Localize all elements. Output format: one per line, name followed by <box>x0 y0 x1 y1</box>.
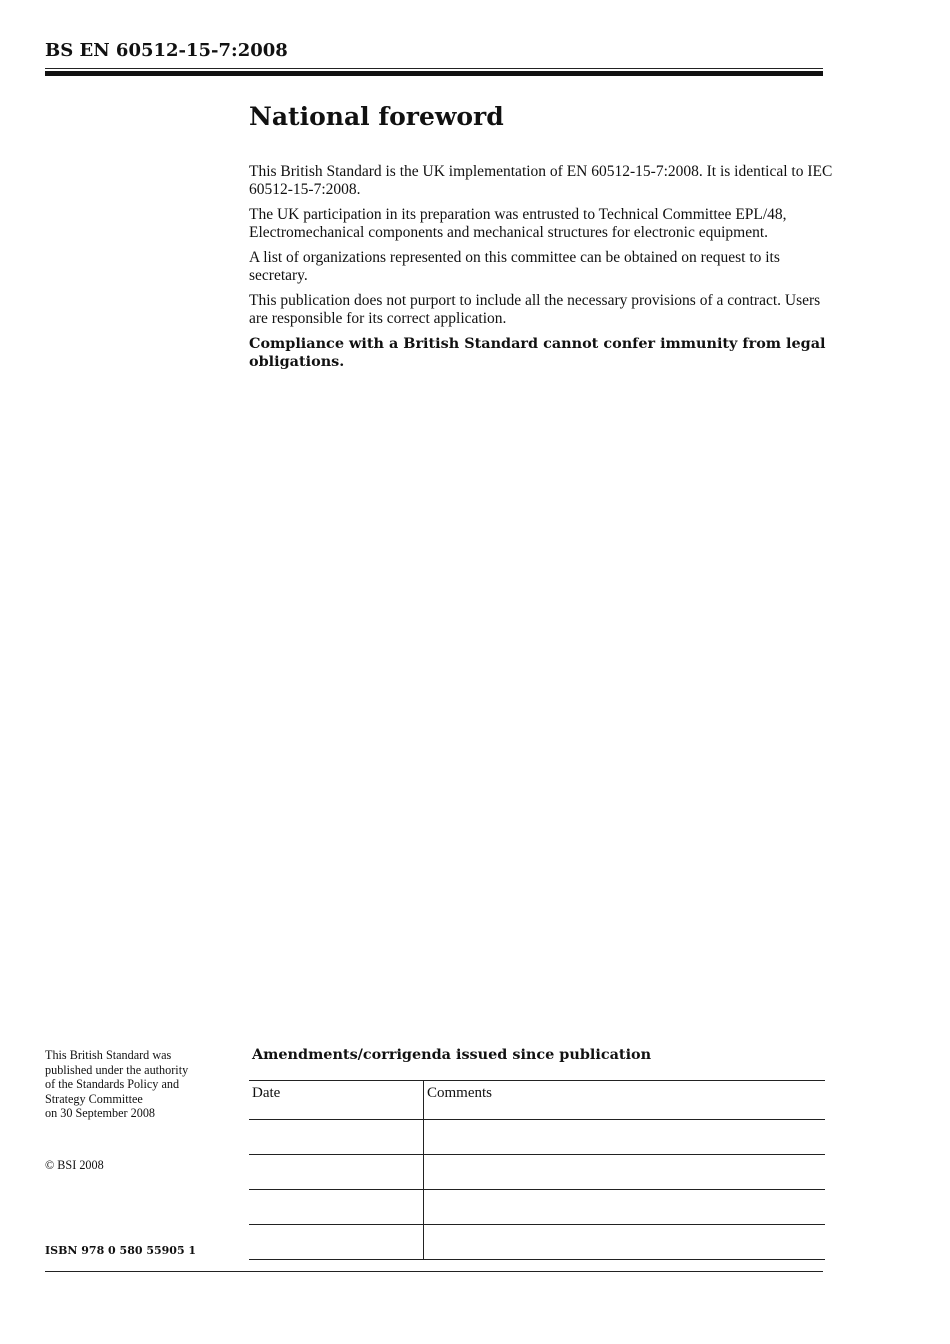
table-row <box>249 1225 825 1260</box>
column-header-comments: Comments <box>424 1081 826 1120</box>
isbn: ISBN 978 0 580 55905 1 <box>45 1244 197 1257</box>
comments-cell <box>424 1225 826 1260</box>
date-cell <box>249 1190 424 1225</box>
comments-cell <box>424 1155 826 1190</box>
legal-notice: Compliance with a British Standard cannot confer immunity from legal obligations. <box>249 335 826 370</box>
date-cell <box>249 1225 424 1260</box>
foreword-paragraph-1: This British Standard is the UK implementation of EN 60512-15-7:2008. It is identical to IEC 60512-15-7:2008. <box>249 163 833 198</box>
imprint-line: of the Standards Policy and <box>45 1077 180 1091</box>
table-row <box>249 1190 825 1225</box>
column-header-date: Date <box>249 1081 424 1120</box>
page-title: National foreword <box>249 102 504 131</box>
header-rule-thick <box>45 71 823 76</box>
imprint-line: on 30 September 2008 <box>45 1106 156 1120</box>
publication-imprint <box>45 1048 235 1121</box>
foreword-paragraph-4: This publication does not purport to include all the necessary provisions of a contract. Users are responsible for its correct application. <box>249 292 821 327</box>
table-header-row <box>249 1081 825 1120</box>
comments-cell <box>424 1120 826 1155</box>
amendments-table <box>249 1080 825 1260</box>
foreword-paragraph-3: A list of organizations represented on this committee can be obtained on request to its secretary. <box>249 249 780 284</box>
imprint-line: Strategy Committee <box>45 1091 143 1106</box>
imprint-line: This British Standard was <box>45 1048 172 1062</box>
footer-rule <box>45 1271 823 1272</box>
foreword-paragraph-2: The UK participation in its preparation was entrusted to Technical Committee EPL/48, Electromechanical components and mechanical structures for electronic equipment. <box>249 206 787 241</box>
date-cell <box>249 1120 424 1155</box>
standard-code: BS EN 60512-15-7:2008 <box>45 40 288 61</box>
comments-cell <box>424 1190 826 1225</box>
copyright-notice: © BSI 2008 <box>45 1158 104 1172</box>
foreword-body <box>249 163 834 378</box>
date-cell <box>249 1155 424 1190</box>
table-row <box>249 1120 825 1155</box>
header-rule-thin <box>45 68 823 69</box>
amendments-title: Amendments/corrigenda issued since publication <box>252 1046 652 1063</box>
imprint-line: published under the authority <box>45 1062 189 1077</box>
table-row <box>249 1155 825 1190</box>
